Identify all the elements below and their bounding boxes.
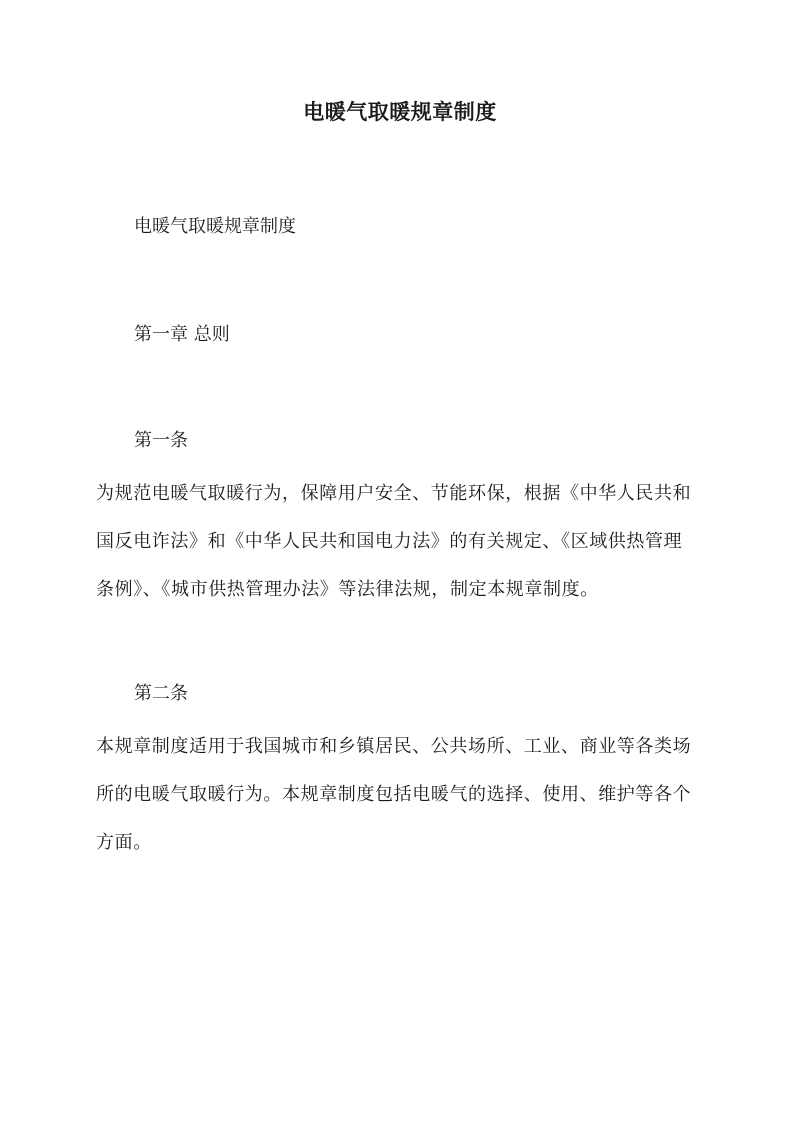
article-1-text-line: 为规范电暖气取暖行为，保障用户安全、节能环保，根据《中华人民共和: [96, 483, 692, 504]
article-1-text-line: 条例》、《城市供热管理办法》等法律法规，制定本规章制度。: [96, 579, 599, 600]
article-2-text-line: 所的电暖气取暖行为。本规章制度包括电暖气的选择、使用、维护等各个: [96, 784, 692, 805]
article-1-heading: 第一条: [134, 430, 188, 451]
chapter-heading: 第一章 总则: [134, 324, 230, 345]
article-2-text-line: 方面。: [96, 832, 152, 853]
document-subtitle: 电暖气取暖规章制度: [134, 216, 296, 237]
article-2-heading: 第二条: [134, 683, 188, 704]
article-1-text-line: 国反电诈法》和《中华人民共和国电力法》的有关规定、《区域供热管理: [96, 531, 683, 552]
document-title: 电暖气取暖规章制度: [303, 99, 497, 124]
article-2-text-line: 本规章制度适用于我国城市和乡镇居民、公共场所、工业、商业等各类场: [96, 736, 692, 757]
